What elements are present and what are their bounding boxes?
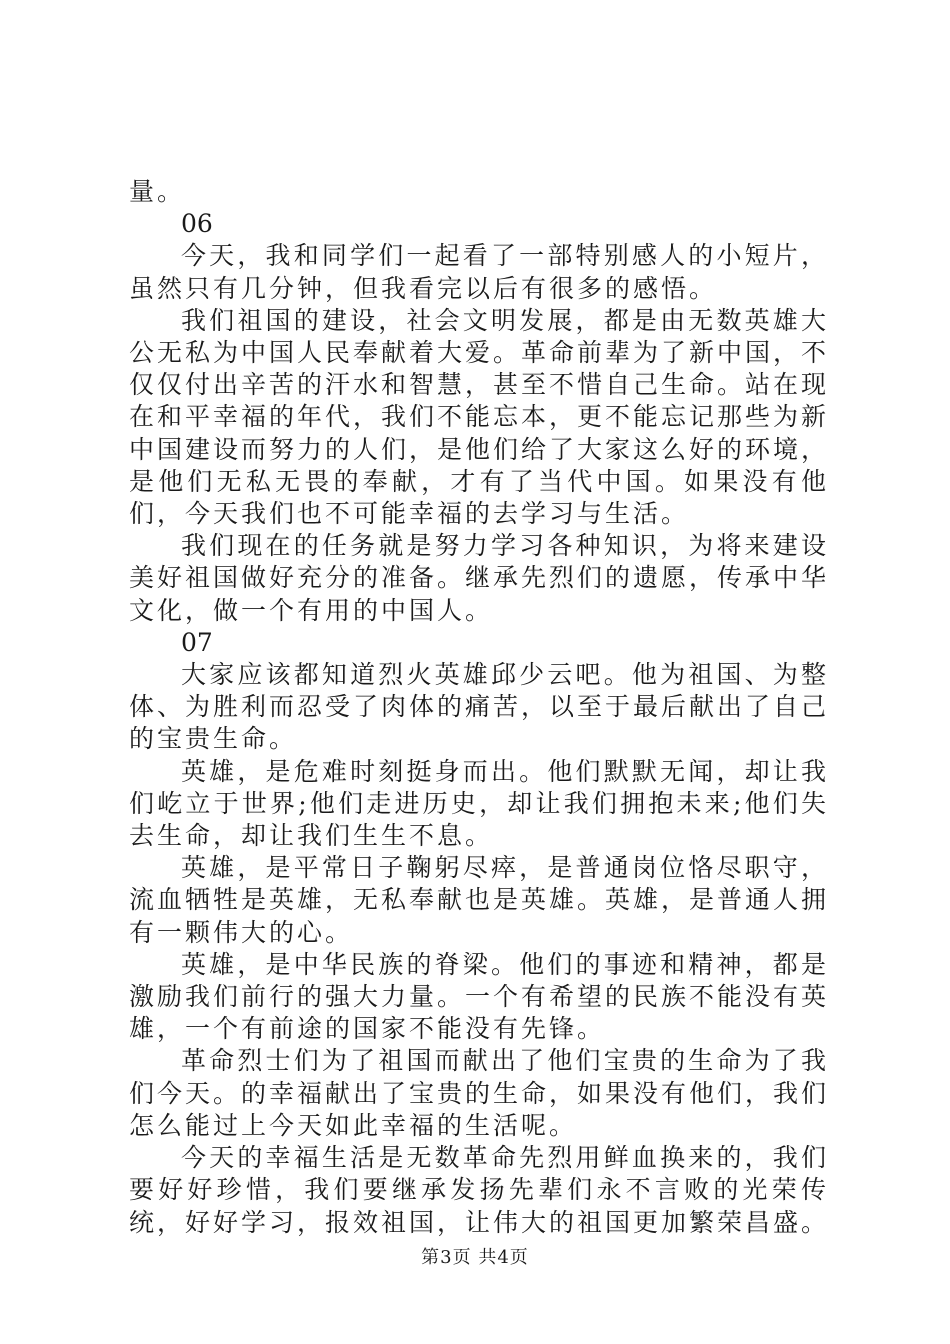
section-number: 07 [181,627,213,657]
paragraph: 英雄，是中华民族的脊梁。他们的事迹和精神，都是激励我们前行的强大力量。一个有希望的民族不能没有英雄，一个有前途的国家不能没有先锋。 [129,949,830,1044]
paragraph: 革命烈士们为了祖国而献出了他们宝贵的生命为了我们今天。的幸福献出了宝贵的生命，如果没有他们，我们怎么能过上今天如此幸福的生活呢。 [129,1046,830,1140]
page-footer [0,1247,950,1269]
document-body [129,176,829,1239]
paragraph: 我们祖国的建设，社会文明发展，都是由无数英雄大公无私为中国人民奉献着大爱。革命前辈为了新中国，不仅仅付出辛苦的汗水和智慧，甚至不惜自己生命。站在现在和平幸福的年代，我们不能忘本，更不能忘记那些为新中国建设而努力的人们，是他们给了大家这么好的环境，是他们无私无畏的奉献，才有了当代中国。如果没有他们，今天我们也不可能幸福的去学习与生活。 [129,305,830,529]
paragraph: 今天的幸福生活是无数革命先烈用鲜血换来的，我们要好好珍惜，我们要继承发扬先辈们永不言败的光荣传统，好好学习，报效祖国，让伟大的祖国更加繁荣昌盛。 [129,1143,830,1237]
page-number-label: 第3页 共4页 [421,1247,529,1268]
paragraph: 英雄，是平常日子鞠躬尽瘁，是普通岗位恪尽职守，流血牺牲是英雄，无私奉献也是英雄。英雄，是普通人拥有一颗伟大的心。 [129,853,830,947]
paragraph: 今天，我和同学们一起看了一部特别感人的小短片，虽然只有几分钟，但我看完以后有很多的感悟。 [129,241,829,303]
section-number: 06 [181,209,213,239]
paragraph: 我们现在的任务就是努力学习各种知识，为将来建设美好祖国做好充分的准备。继承先烈们的遗愿，传承中华文化，做一个有用的中国人。 [129,531,830,625]
paragraph: 英雄，是危难时刻挺身而出。他们默默无闻，却让我们屹立于世界;他们走进历史，却让我们拥抱未来;他们失去生命，却让我们生生不息。 [129,756,829,851]
paragraph: 大家应该都知道烈火英雄邱少云吧。他为祖国、为整体、为胜利而忍受了肉体的痛苦，以至于最后献出了自己的宝贵生命。 [129,660,830,754]
paragraph-continuation: 量。 [129,177,186,206]
